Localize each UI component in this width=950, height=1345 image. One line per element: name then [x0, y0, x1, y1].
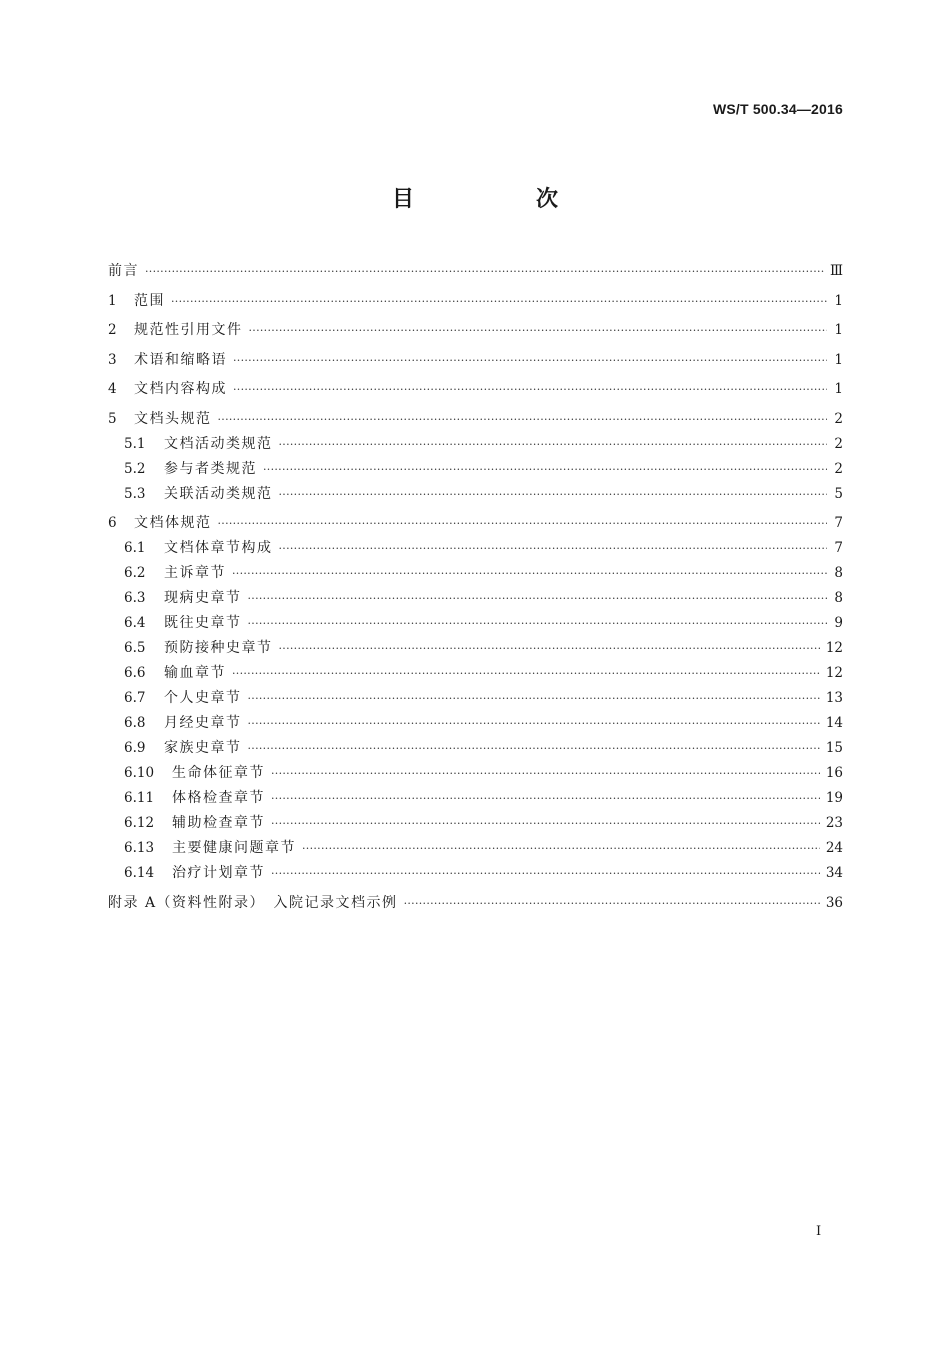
toc-leader-dots [233, 348, 827, 373]
toc-entry-page: 23 [825, 815, 843, 831]
toc-entry-page: 2 [834, 410, 843, 427]
toc-leader-dots [279, 482, 828, 507]
toc-entry-6-3[interactable] [108, 586, 843, 611]
toc-entry-1[interactable] [108, 289, 843, 314]
toc-entry-number: 6.8 [124, 715, 146, 731]
toc-entry-page: 2 [834, 435, 843, 452]
toc-leader-dots [248, 586, 828, 611]
toc-entry-5-1[interactable] [108, 432, 843, 457]
toc-entry-appendix-a[interactable] [108, 891, 843, 916]
toc-entry-number: 6.1 [124, 540, 146, 556]
toc-entry-label: 文档内容构成 [134, 381, 227, 397]
toc-leader-dots [248, 686, 820, 711]
toc-entry-6-13[interactable] [108, 836, 843, 861]
toc-entry-number: 6.14 [124, 865, 155, 881]
toc-entry-label: 文档体规范 [134, 515, 212, 531]
toc-entry-page: 12 [825, 640, 843, 656]
toc-entry-number: 6.13 [124, 840, 155, 856]
toc-entry-number: 6.4 [124, 615, 146, 631]
toc-leader-dots [218, 511, 828, 536]
toc-entry-6-2[interactable] [108, 561, 843, 586]
toc-entry-number: 5 [108, 410, 117, 427]
toc-entry-label: 附录 A（资料性附录） 入院记录文档示例 [108, 894, 398, 911]
toc-leader-dots [279, 636, 820, 661]
toc-entry-label: 范围 [134, 292, 165, 309]
toc-entry-number: 1 [108, 292, 117, 309]
toc-entry-label: 个人史章节 [164, 690, 242, 706]
toc-leader-dots [271, 786, 820, 811]
toc-entry-number: 5.2 [124, 460, 146, 477]
toc-entry-page: 1 [834, 292, 843, 309]
toc-entry-label: 辅助检查章节 [172, 815, 265, 831]
toc-entry-page: 13 [825, 690, 843, 706]
toc-entry-6-10[interactable] [108, 761, 843, 786]
toc-entry-label: 前言 [108, 263, 139, 279]
toc-entry-number: 4 [108, 381, 117, 397]
toc-leader-dots [302, 836, 820, 861]
toc-entry-page: Ⅲ [829, 263, 843, 279]
toc-entry-label: 文档头规范 [134, 410, 212, 427]
toc-leader-dots [171, 289, 827, 314]
toc-entry-6-6[interactable] [108, 661, 843, 686]
toc-entry-page: 7 [834, 540, 843, 556]
toc-leader-dots [404, 891, 820, 916]
toc-leader-dots [271, 861, 820, 886]
toc-entry-number: 6.12 [124, 815, 155, 831]
toc-entry-number: 6.3 [124, 590, 146, 606]
toc-entry-label: 主要健康问题章节 [172, 840, 296, 856]
toc-entry-6-5[interactable] [108, 636, 843, 661]
toc-leader-dots [271, 811, 820, 836]
toc-entry-page: 15 [825, 740, 843, 756]
toc-entry-label: 输血章节 [164, 665, 226, 681]
toc-entry-number: 5.3 [124, 485, 146, 502]
toc-entry-6-1[interactable] [108, 536, 843, 561]
toc-entry-label: 月经史章节 [164, 715, 242, 731]
toc-entry-label: 治疗计划章节 [172, 865, 265, 881]
toc-entry-page: 7 [834, 515, 843, 531]
toc-entry-2[interactable] [108, 318, 843, 343]
toc-entry-label: 体格检查章节 [172, 790, 265, 806]
toc-entry-6-4[interactable] [108, 611, 843, 636]
toc-entry-label: 既往史章节 [164, 615, 242, 631]
toc-entry-label: 家族史章节 [164, 740, 242, 756]
toc-entry-label: 主诉章节 [164, 565, 226, 581]
toc-entry-label: 文档活动类规范 [164, 435, 273, 452]
toc-entry-foreword[interactable] [108, 259, 843, 284]
toc-leader-dots [249, 318, 828, 343]
toc-entry-page: 36 [825, 894, 843, 911]
toc-entry-label: 参与者类规范 [164, 460, 257, 477]
toc-entry-page: 19 [825, 790, 843, 806]
toc-leader-dots [263, 457, 827, 482]
page-title: 目 次 [391, 187, 608, 212]
toc-leader-dots [232, 661, 820, 686]
toc-entry-number: 6 [108, 515, 117, 531]
toc-entry-page: 14 [825, 715, 843, 731]
toc-entry-5[interactable] [108, 407, 843, 432]
toc-entry-page: 24 [825, 840, 843, 856]
toc-entry-number: 6.9 [124, 740, 146, 756]
standard-code: WS/T 500.34—2016 [712, 101, 843, 117]
toc-entry-label: 关联活动类规范 [164, 485, 273, 502]
toc-entry-number: 6.7 [124, 690, 146, 706]
toc-entry-number: 6.11 [124, 790, 155, 806]
toc-leader-dots [279, 536, 828, 561]
toc-entry-6-14[interactable] [108, 861, 843, 886]
toc-entry-number: 6.2 [124, 565, 146, 581]
toc-entry-label: 文档体章节构成 [164, 540, 273, 556]
toc-leader-dots [248, 736, 820, 761]
toc-entry-page: 8 [834, 565, 843, 581]
toc-leader-dots [233, 377, 827, 402]
toc-entry-page: 1 [834, 322, 843, 338]
toc-leader-dots [248, 611, 828, 636]
toc-entry-6-8[interactable] [108, 711, 843, 736]
toc-entry-page: 1 [834, 381, 843, 397]
toc-entry-6-11[interactable] [108, 786, 843, 811]
toc-leader-dots [248, 711, 820, 736]
toc-entry-label: 规范性引用文件 [134, 322, 243, 338]
toc-entry-page: 5 [834, 485, 843, 502]
toc-entry-number: 6.10 [124, 765, 155, 781]
footer-page-number: Ⅰ [816, 1224, 822, 1239]
toc-leader-dots [232, 561, 827, 586]
table-of-contents [108, 259, 843, 916]
toc-entry-5-3[interactable] [108, 482, 843, 507]
toc-leader-dots [279, 432, 828, 457]
toc-entry-6-7[interactable] [108, 686, 843, 711]
toc-entry-page: 12 [825, 665, 843, 681]
toc-entry-page: 16 [825, 765, 843, 781]
toc-entry-6-9[interactable] [108, 736, 843, 761]
toc-entry-5-2[interactable] [108, 457, 843, 482]
toc-entry-3[interactable] [108, 348, 843, 373]
toc-entry-label: 预防接种史章节 [164, 640, 273, 656]
toc-entry-page: 2 [834, 460, 843, 477]
toc-entry-6[interactable] [108, 511, 843, 536]
toc-entry-number: 5.1 [124, 435, 146, 452]
toc-leader-dots [145, 259, 824, 284]
toc-entry-4[interactable] [108, 377, 843, 402]
toc-entry-page: 8 [834, 590, 843, 606]
toc-leader-dots [271, 761, 820, 786]
toc-entry-label: 术语和缩略语 [134, 351, 227, 368]
toc-entry-label: 生命体征章节 [172, 765, 265, 781]
toc-entry-number: 6.5 [124, 640, 146, 656]
toc-entry-6-12[interactable] [108, 811, 843, 836]
toc-entry-number: 2 [108, 322, 117, 338]
toc-entry-number: 3 [108, 351, 117, 368]
toc-entry-number: 6.6 [124, 665, 146, 681]
toc-entry-page: 9 [834, 615, 843, 631]
toc-entry-page: 1 [834, 351, 843, 368]
toc-leader-dots [218, 407, 828, 432]
toc-entry-page: 34 [825, 865, 843, 881]
toc-entry-label: 现病史章节 [164, 590, 242, 606]
